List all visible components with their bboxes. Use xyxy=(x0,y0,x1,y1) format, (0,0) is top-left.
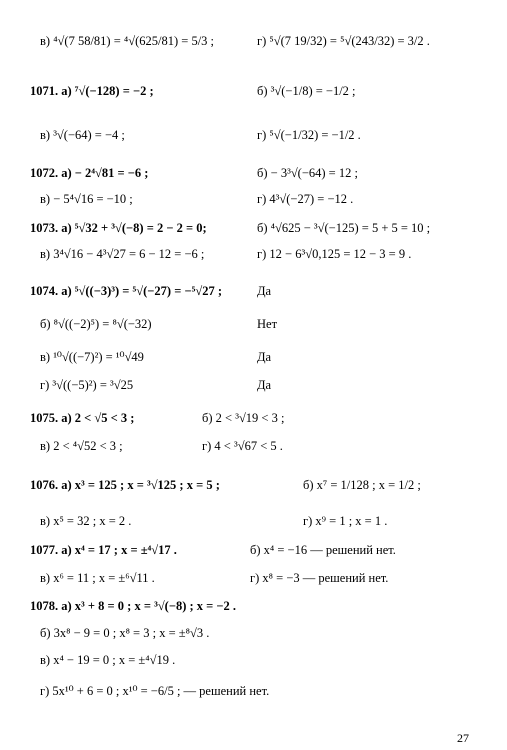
exercise-1074-a: 1074. а) ⁵√((−3)³) = ⁵√(−27) = −⁵√27 ; xyxy=(30,284,222,298)
exercise-1073-g: г) 12 − 6³√0,125 = 12 − 3 = 9 . xyxy=(257,247,412,261)
exercise-1077-v: в) x⁶ = 11 ; x = ±⁶√11 . xyxy=(40,571,155,585)
exercise-1073-b: б) ⁴√625 − ³√(−125) = 5 + 5 = 10 ; xyxy=(257,221,431,235)
exercise-1071-a: 1071. а) ⁷√(−128) = −2 ; xyxy=(30,84,154,98)
exercise-1074-v: в) ¹⁰√((−7)²) = ¹⁰√49 xyxy=(40,350,144,364)
exercise-1075-a: 1075. а) 2 < √5 < 3 ; xyxy=(30,411,135,425)
exercise-1072-g: г) 4³√(−27) = −12 . xyxy=(257,192,354,206)
exercise-1075-b: б) 2 < ³√19 < 3 ; xyxy=(202,411,285,425)
line-right: г) ⁵√(7 19/32) = ⁵√(243/32) = 3/2 . xyxy=(257,34,430,48)
exercise-1072-v: в) − 5⁴√16 = −10 ; xyxy=(40,192,133,206)
exercise-1074-g-answer: Да xyxy=(257,378,272,392)
exercise-1076-v: в) x⁵ = 32 ; x = 2 . xyxy=(40,514,132,528)
page-number: 27 xyxy=(457,731,469,745)
exercise-1077-a: 1077. а) x⁴ = 17 ; x = ±⁴√17 . xyxy=(30,543,177,557)
exercise-1076-b: б) x⁷ = 1/128 ; x = 1/2 ; xyxy=(303,478,421,492)
exercise-1071-b: б) ³√(−1/8) = −1/2 ; xyxy=(257,84,356,98)
exercise-1074-b-answer: Нет xyxy=(257,317,278,331)
exercise-1074-v-answer: Да xyxy=(257,350,272,364)
exercise-1075-g: г) 4 < ³√67 < 5 . xyxy=(202,439,283,453)
exercise-1078-b: б) 3x⁸ − 9 = 0 ; x⁸ = 3 ; x = ±⁸√3 . xyxy=(40,626,210,640)
exercise-1073-a: 1073. а) ⁵√32 + ³√(−8) = 2 − 2 = 0; xyxy=(30,221,207,235)
exercise-1074-a-answer: Да xyxy=(257,284,272,298)
exercise-1077-g: г) x⁸ = −3 — решений нет. xyxy=(250,571,389,585)
exercise-1075-v: в) 2 < ⁴√52 < 3 ; xyxy=(40,439,123,453)
exercise-1078-a: 1078. а) x³ + 8 = 0 ; x = ³√(−8) ; x = −2 . xyxy=(30,599,237,613)
exercise-1071-v: в) ³√(−64) = −4 ; xyxy=(40,128,125,142)
exercise-1072-b: б) − 3³√(−64) = 12 ; xyxy=(257,166,358,180)
exercise-1072-a: 1072. а) − 2⁴√81 = −6 ; xyxy=(30,166,149,180)
line-left: в) ⁴√(7 58/81) = ⁴√(625/81) = 5/3 ; xyxy=(40,34,215,48)
exercise-1078-v: в) x⁴ − 19 = 0 ; x = ±⁴√19 . xyxy=(40,653,176,667)
exercise-1071-g: г) ⁵√(−1/32) = −1/2 . xyxy=(257,128,361,142)
exercise-1074-b: б) ⁸√((−2)⁵) = ⁸√(−32) xyxy=(40,317,152,331)
exercise-1078-g: г) 5x¹⁰ + 6 = 0 ; x¹⁰ = −6/5 ; — решений нет. xyxy=(40,684,270,698)
exercise-1074-g: г) ³√((−5)²) = ³√25 xyxy=(40,378,134,392)
exercise-1077-b: б) x⁴ = −16 — решений нет. xyxy=(250,543,396,557)
exercise-1076-g: г) x⁹ = 1 ; x = 1 . xyxy=(303,514,388,528)
exercise-1073-v: в) 3⁴√16 − 4³√27 = 6 − 12 = −6 ; xyxy=(40,247,205,261)
exercise-1076-a: 1076. а) x³ = 125 ; x = ³√125 ; x = 5 ; xyxy=(30,478,220,492)
